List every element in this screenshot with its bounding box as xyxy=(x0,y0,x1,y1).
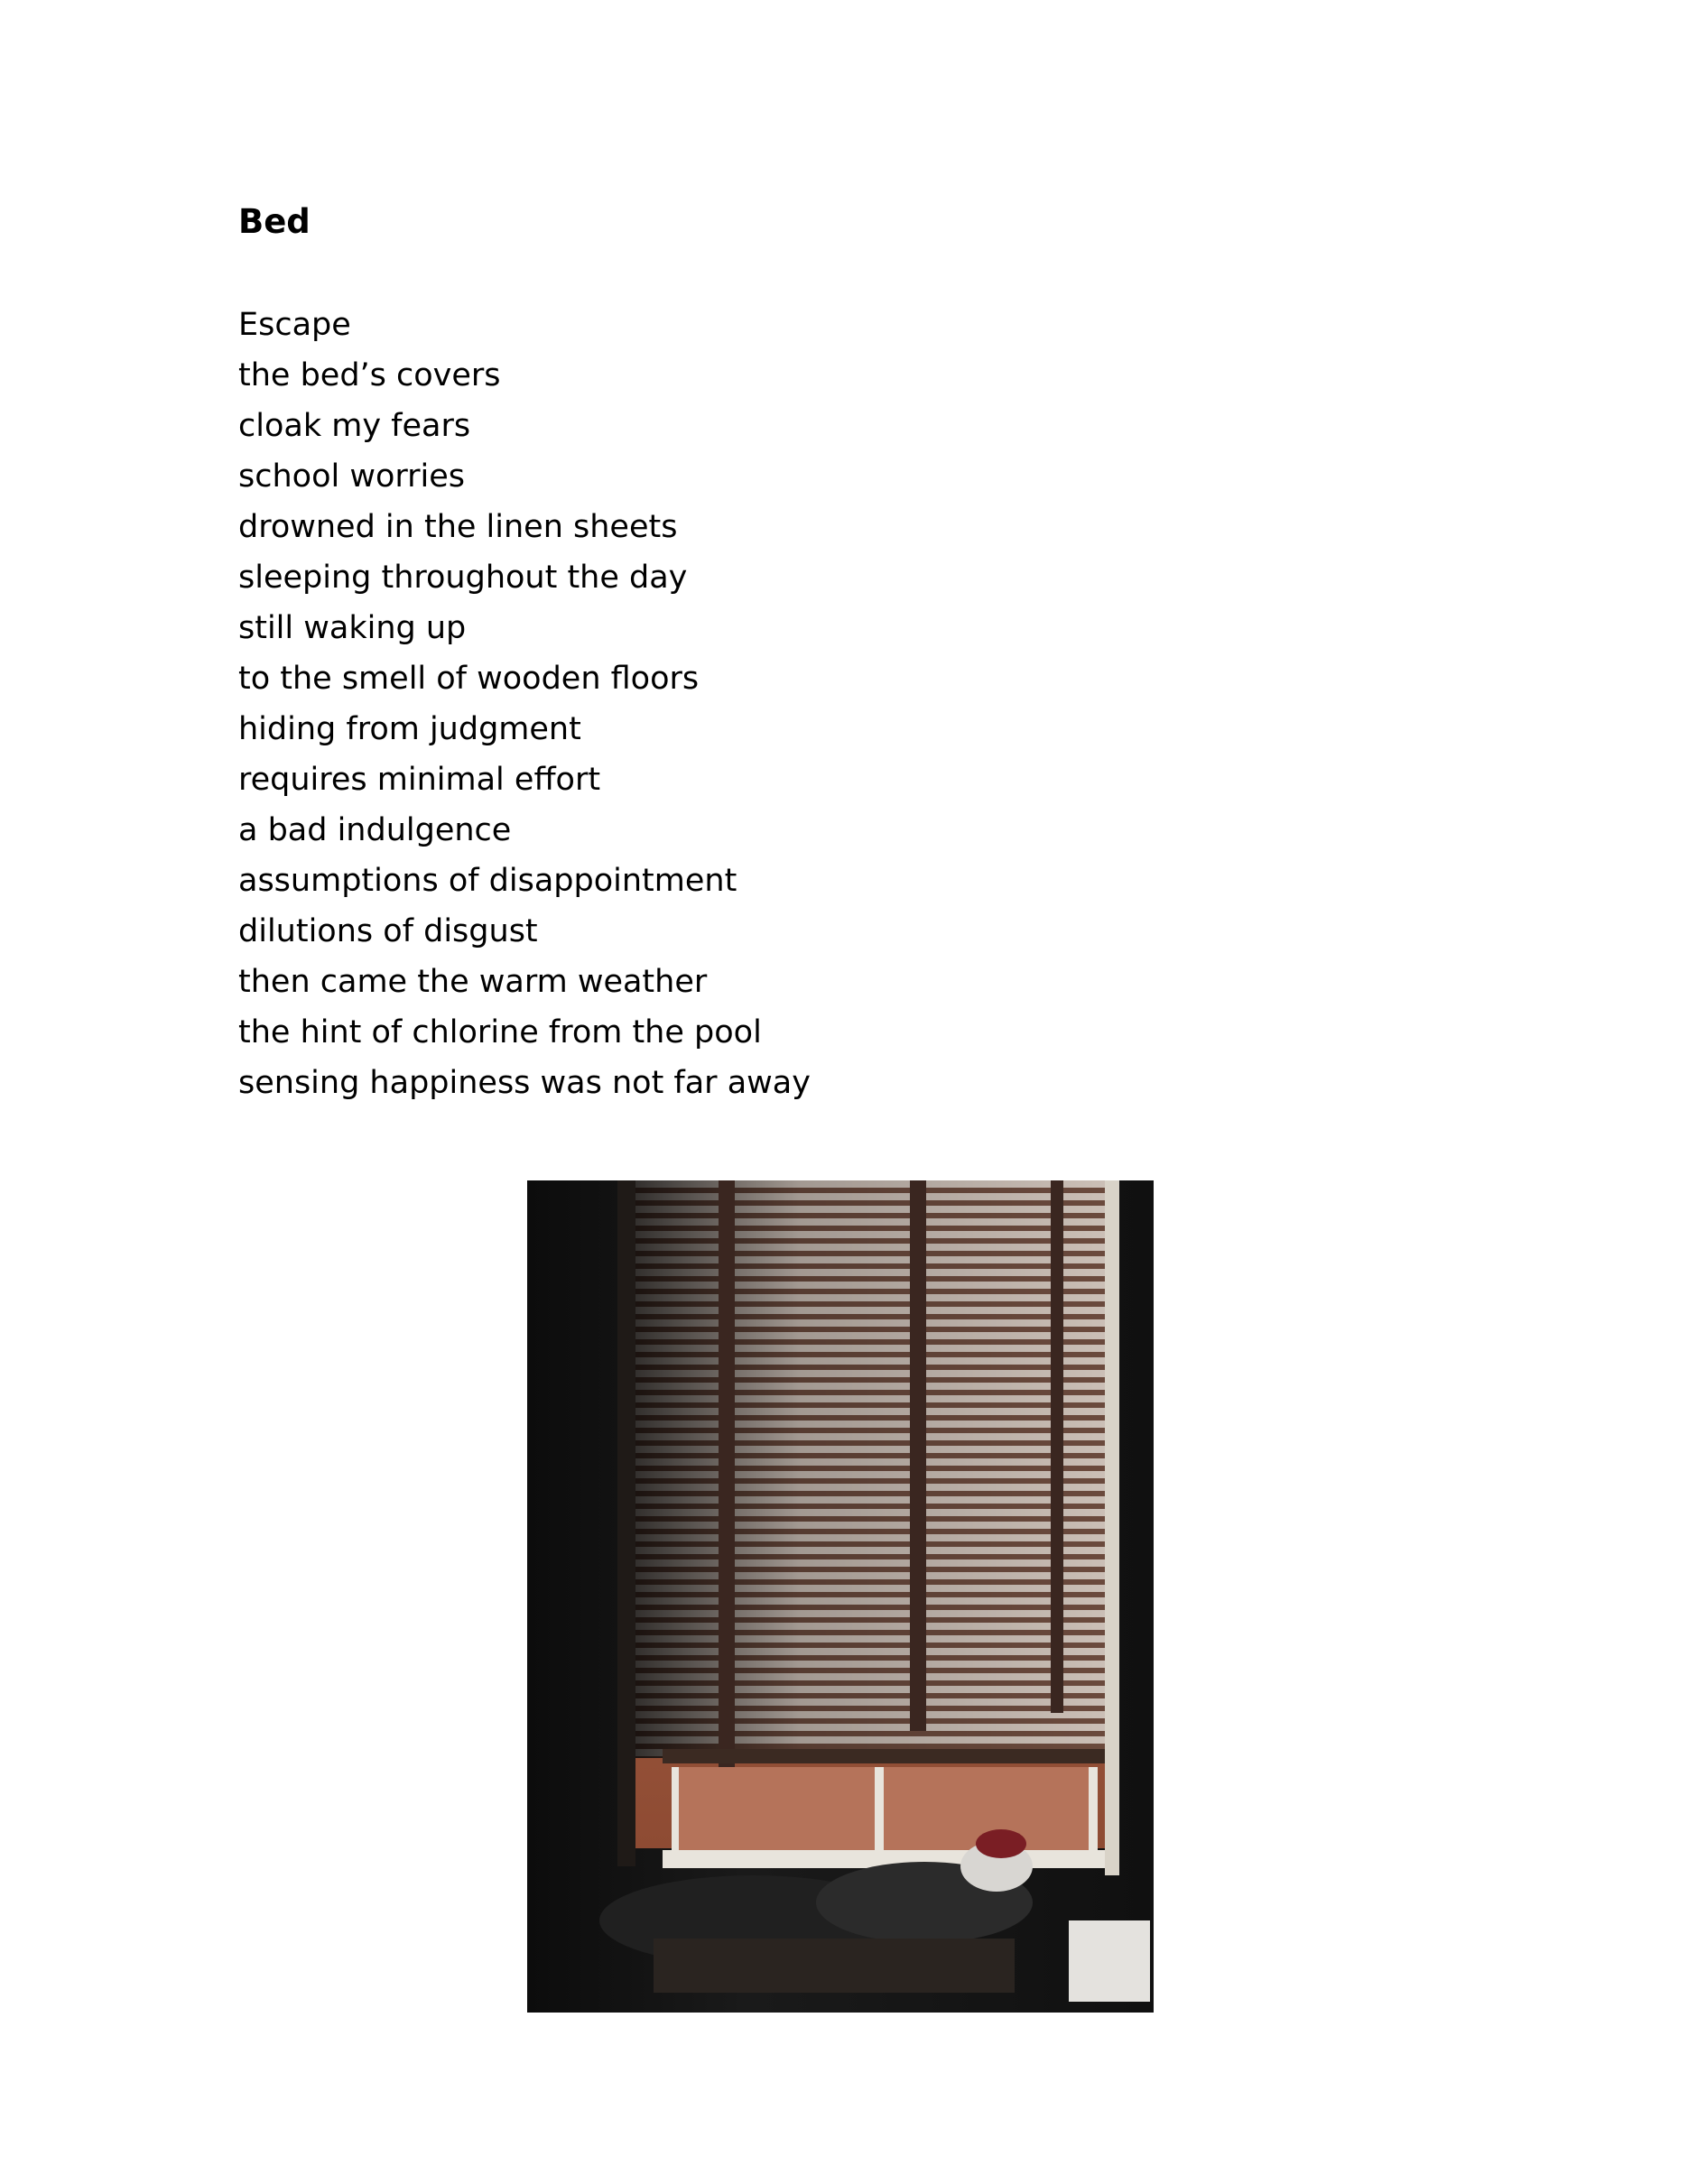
window-blinds-photo-drawing xyxy=(527,1180,1154,2013)
poem-line: Escape xyxy=(238,307,351,343)
window-blinds-photo xyxy=(527,1180,1154,2013)
poem-line: sleeping throughout the day xyxy=(238,560,688,596)
poem-line: hiding from judgment xyxy=(238,711,581,747)
poem-line: assumptions of disappointment xyxy=(238,863,737,899)
poem-line: dilutions of disgust xyxy=(238,913,538,949)
poem-line: still waking up xyxy=(238,610,467,646)
poem-line: requires minimal effort xyxy=(238,762,601,798)
poem-title: Bed xyxy=(238,202,311,241)
poem-line: to the smell of wooden floors xyxy=(238,661,700,697)
poem-line: sensing happiness was not far away xyxy=(238,1065,811,1101)
poem-line: then came the warm weather xyxy=(238,964,708,1000)
poem-line: cloak my fears xyxy=(238,408,471,444)
poem-line: the hint of chlorine from the pool xyxy=(238,1014,762,1050)
poem-line: the bed’s covers xyxy=(238,357,501,393)
poem-line: drowned in the linen sheets xyxy=(238,509,678,545)
poem-line: a bad indulgence xyxy=(238,812,512,848)
poem-line: school worries xyxy=(238,458,466,495)
poem-body xyxy=(238,300,811,1108)
